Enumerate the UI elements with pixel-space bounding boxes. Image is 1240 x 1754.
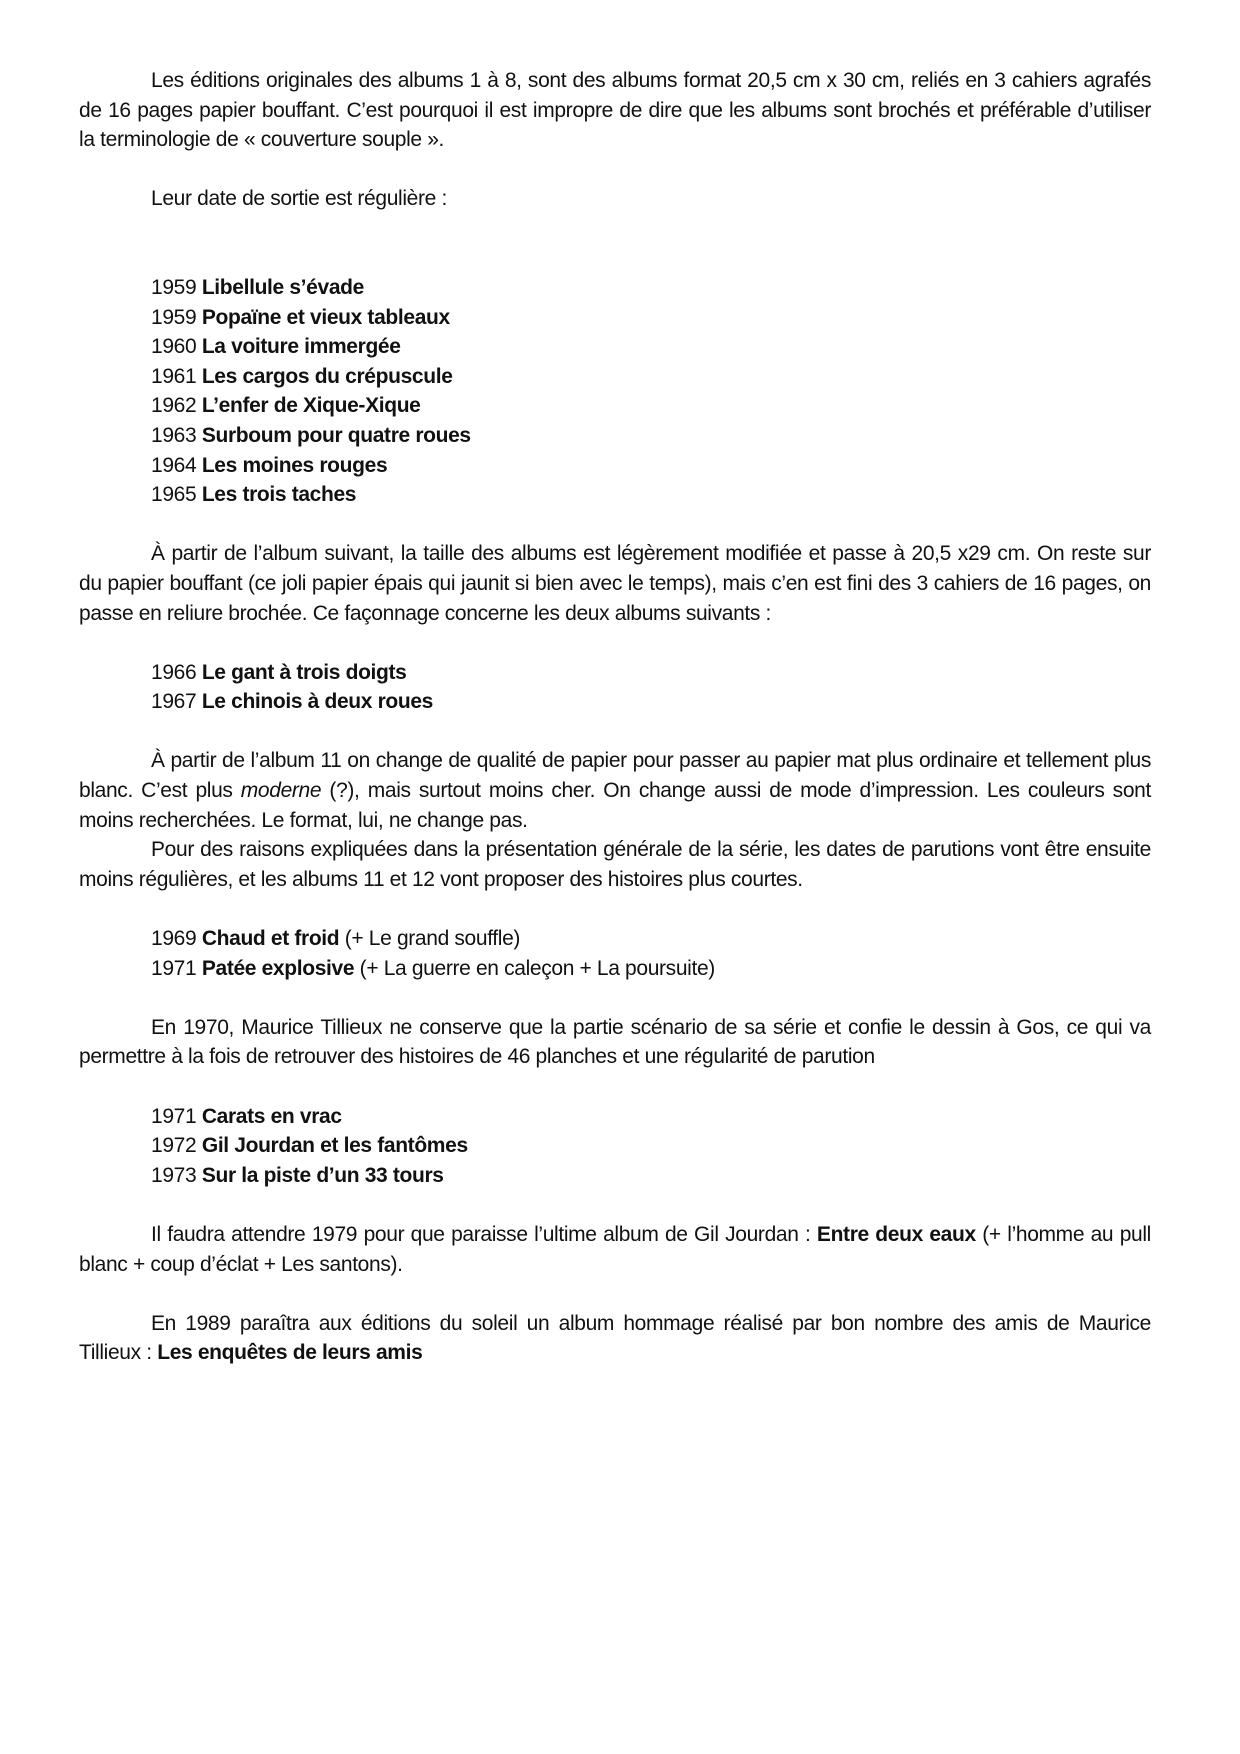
album-list-1966-1967	[79, 658, 1151, 717]
album-year: 1971	[151, 956, 197, 980]
album-list-1959-1965	[79, 273, 1151, 510]
album-title: Chaud et froid	[201, 927, 340, 951]
album-entry	[151, 391, 1151, 421]
album-year: 1966	[151, 660, 197, 684]
album-year: 1972	[151, 1134, 197, 1158]
album-year: 1973	[151, 1163, 197, 1187]
album-entry	[151, 924, 1151, 954]
album-entry	[151, 1131, 1151, 1161]
album-list-1969-1971	[79, 924, 1151, 983]
album-entry	[151, 421, 1151, 451]
bold-title: Les enquêtes de leurs amis	[157, 1341, 423, 1365]
album-title: La voiture immergée	[201, 335, 401, 359]
album-entry	[151, 273, 1151, 303]
paragraph-release-dates: Leur date de sortie est régulière :	[151, 187, 447, 211]
album-year: 1965	[151, 483, 197, 507]
document-page	[79, 66, 1151, 1368]
album-year: 1964	[151, 453, 197, 477]
paragraph-original-editions: Les éditions originales des albums 1 à 8, sont des albums format 20,5 cm x 30 cm, reliés en 3 cahiers agrafés de 16 pages papier bouffant. C’est pourquoi il est impropre de dire que les albums sont brochés et préférable d’utiliser la terminologie de « couverture souple ».	[79, 69, 1151, 152]
album-entry	[151, 451, 1151, 481]
album-title: Surboum pour quatre roues	[201, 423, 471, 447]
album-title: Les moines rouges	[201, 453, 388, 477]
paragraph-format-change: À partir de l’album suivant, la taille des albums est légèrement modifiée et passe à 20,5 x29 cm. On reste sur du papier bouffant (ce joli papier épais qui jaunit si bien avec le temps), mais c’en est fini des 3 cahiers de 16 pages, on passe en reliure brochée. Ce façonnage concerne les deux albums suivants :	[79, 542, 1151, 625]
album-entry	[151, 362, 1151, 392]
album-entry	[151, 1102, 1151, 1132]
text: (+ l’homme au pull blanc + coup d’éclat + Les santons).	[79, 1222, 1151, 1276]
album-year: 1959	[151, 275, 197, 299]
album-title: Popaïne et vieux tableaux	[201, 305, 450, 329]
paragraph-gos-takes-over: En 1970, Maurice Tillieux ne conserve que la partie scénario de sa série et confie le dessin à Gos, ce qui va permettre à la fois de retrouver des histoires de 46 planches et une régularité de parution	[79, 1015, 1151, 1069]
album-year: 1969	[151, 927, 197, 951]
album-year: 1960	[151, 335, 197, 359]
album-title: Libellule s’évade	[201, 275, 364, 299]
album-year: 1967	[151, 690, 197, 714]
album-title: Le gant à trois doigts	[201, 660, 407, 684]
italic-text: moderne	[240, 779, 322, 803]
paragraph-tribute-album	[79, 1309, 1151, 1368]
album-title: Sur la piste d’un 33 tours	[201, 1163, 444, 1187]
text: Il faudra attendre 1979 pour que paraisse l’ultime album de Gil Jourdan :	[151, 1222, 817, 1246]
album-list-1971-1973	[79, 1102, 1151, 1191]
album-year: 1961	[151, 364, 197, 388]
text: À partir de l’album 11 on change de qualité de papier pour passer au papier mat plus ordinaire et tellement plus blanc. C’est plus	[79, 749, 1151, 803]
album-year: 1959	[151, 305, 197, 329]
album-year: 1963	[151, 423, 197, 447]
album-entry	[151, 1161, 1151, 1191]
album-entry	[151, 954, 1151, 984]
album-title: Les cargos du crépuscule	[201, 364, 453, 388]
album-entry	[151, 332, 1151, 362]
album-year: 1962	[151, 394, 197, 418]
paragraph-paper-change	[79, 746, 1151, 835]
album-extra: (+ Le grand souffle)	[344, 927, 521, 951]
album-title: Carats en vrac	[201, 1104, 342, 1128]
album-entry	[151, 480, 1151, 510]
album-entry	[151, 658, 1151, 688]
text: (?), mais surtout moins cher. On change aussi de mode d’impression. Les couleurs sont moins recherchées. Le format, lui, ne change pas.	[79, 779, 1151, 832]
paragraph-final-album	[79, 1220, 1151, 1279]
text: En 1989 paraîtra aux éditions du soleil un album hommage réalisé par bon nombre des amis de Maurice Tillieux :	[79, 1311, 1151, 1365]
album-extra: (+ La guerre en caleçon + La poursuite)	[359, 956, 715, 980]
paragraph-irregular-dates: Pour des raisons expliquées dans la présentation générale de la série, les dates de parutions vont être ensuite moins régulières, et les albums 11 et 12 vont proposer des histoires plus courtes.	[79, 838, 1151, 891]
album-title: L’enfer de Xique-Xique	[201, 394, 421, 418]
album-title: Patée explosive	[201, 956, 355, 980]
album-title: Les trois taches	[201, 483, 357, 507]
album-entry	[151, 687, 1151, 717]
album-entry	[151, 303, 1151, 333]
album-title: Le chinois à deux roues	[201, 690, 434, 714]
bold-title: Entre deux eaux	[816, 1222, 976, 1246]
album-title: Gil Jourdan et les fantômes	[201, 1134, 468, 1158]
album-year: 1971	[151, 1104, 197, 1128]
